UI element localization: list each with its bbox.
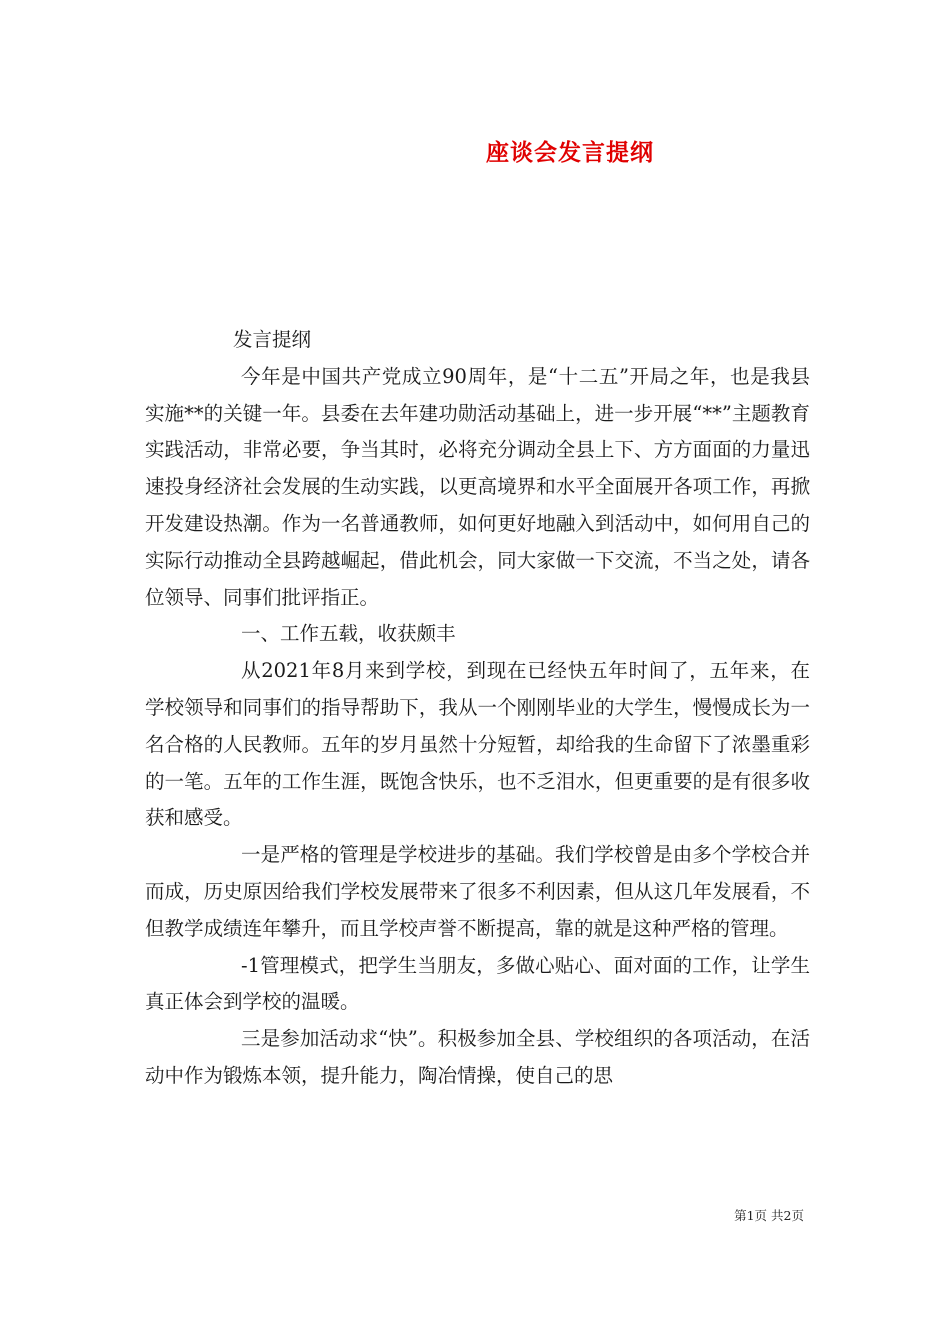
document-title: 座谈会发言提纲 [486, 140, 654, 166]
section-heading: 一、工作五载，收获颇丰 [241, 622, 456, 646]
page-footer: 第1页 共2页 [734, 1208, 804, 1223]
document-body [145, 322, 810, 1095]
paragraph-activities: 三是参加活动求“快”。积极参加全县、学校组织的各项活动，在活动中作为锻炼本领，提升能力，陶冶情操，使自己的思 [145, 1027, 810, 1087]
section-label: 发言提纲 [233, 328, 312, 351]
paragraph-intro: 今年是中国共产党成立90周年，是“十二五”开局之年，也是我县实施**的关键一年。县委在去年建功勋活动基础上，进一步开展“**”主题教育实践活动，非常必要，争当其时，必将充分调动全县上下、方方面面的力量迅速投身经济社会发展的生动实践，以更高境界和水平全面展开各项工作，再掀开发建设热潮。作为一名普通教师，如何更好地融入到活动中，如何用自己的实际行动推动全县跨越崛起，借此机会，同大家做一下交流，不当之处，请各位领导、同事们批评指正。 [145, 364, 810, 609]
paragraph-management-mode: -1管理模式，把学生当朋友，多做心贴心、面对面的工作，让学生真正体会到学校的温暖。 [145, 953, 810, 1014]
paragraph-five-years: 从2021年8月来到学校，到现在已经快五年时间了，五年来，在学校领导和同事们的指导帮助下，我从一个刚刚毕业的大学生，慢慢成长为一名合格的人民教师。五年的岁月虽然十分短暂，却给我的生命留下了浓墨重彩的一笔。五年的工作生涯，既饱含快乐，也不乏泪水，但更重要的是有很多收获和感受。 [145, 659, 810, 830]
paragraph-management: 一是严格的管理是学校进步的基础。我们学校曾是由多个学校合并而成，历史原因给我们学校发展带来了很多不利因素，但从这几年发展看，不但教学成绩连年攀升，而且学校声誉不断提高，靠的就是这种严格的管理。 [145, 843, 810, 940]
